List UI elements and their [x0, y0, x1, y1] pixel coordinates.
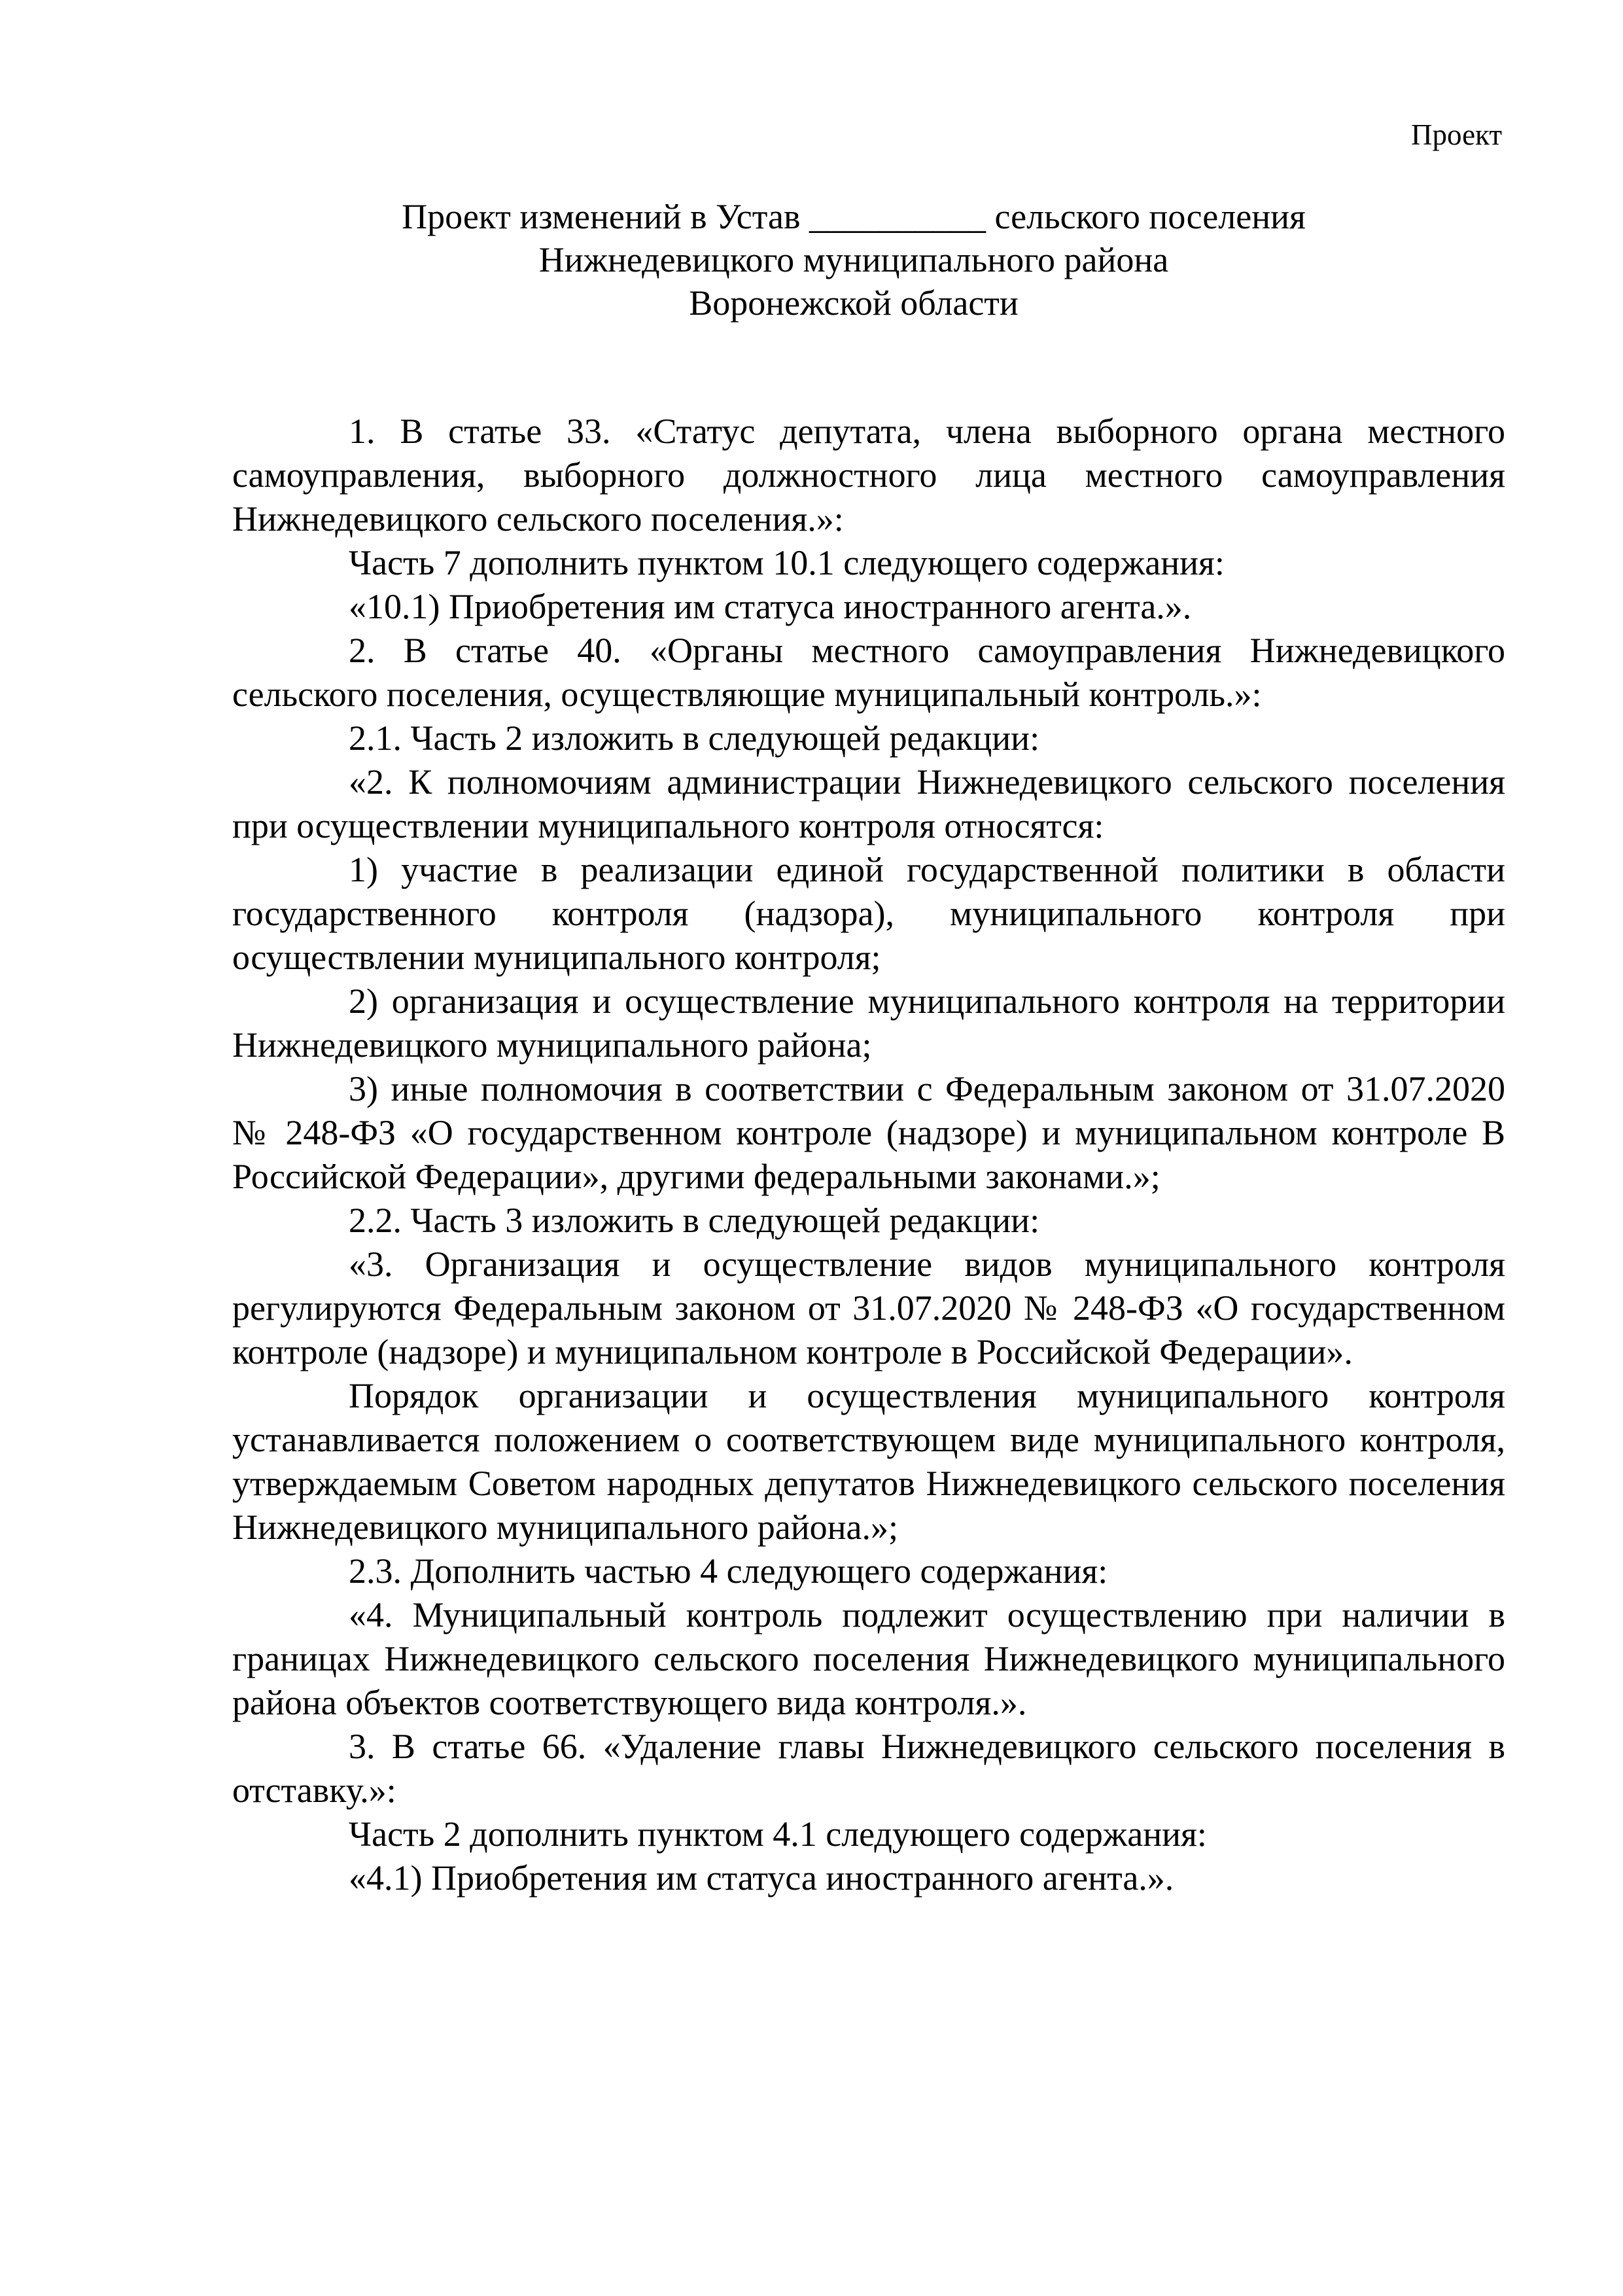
paragraph-item-10-1: «10.1) Приобретения им статуса иностранного агента.». — [349, 587, 1192, 626]
paragraph-item-3: 3) иные полномочия в соответствии с Федеральным законом от 31.07.2020 № 248-ФЗ «О государственном контроле (надзоре) и муниципальном контроле В Российской Федерации», другими федеральными законами.»; — [232, 1069, 1505, 1196]
paragraph-item-2: 2) организация и осуществление муниципального контроля на территории Нижнедевицкого муниципального района; — [232, 981, 1505, 1065]
document-title — [232, 195, 1475, 325]
paragraph-2-3: 2.3. Дополнить частью 4 следующего содержания: — [349, 1551, 1108, 1591]
paragraph-2-1: 2.1. Часть 2 изложить в следующей редакции: — [349, 718, 1040, 758]
paragraph-2-2: 2.2. Часть 3 изложить в следующей редакции: — [349, 1201, 1040, 1240]
paragraph-item-4-1: «4.1) Приобретения им статуса иностранного агента.». — [349, 1858, 1174, 1898]
paragraph-part-7: Часть 7 дополнить пунктом 10.1 следующего содержания: — [349, 543, 1225, 582]
paragraph-article-66: 3. В статье 66. «Удаление главы Нижнедевицкого сельского поселения в отставку.»: — [232, 1727, 1505, 1810]
title-line-1: Проект изменений в Устав __________ сельского поселения — [402, 197, 1306, 236]
paragraph-part-2-text: «2. К полномочиям администрации Нижнедевицкого сельского поселения при осуществлении муниципального контроля относятся: — [232, 762, 1505, 845]
document-body — [232, 410, 1505, 1900]
paragraph-item-1: 1) участие в реализации единой государственной политики в области государственного контроля (надзора), муниципального контроля при осуществлении муниципального контроля; — [232, 850, 1505, 977]
paragraph-part-4-text: «4. Муниципальный контроль подлежит осуществлению при наличии в границах Нижнедевицкого сельского поселения Нижнедевицкого муниципального района объектов соответствующего вида контроля.». — [232, 1595, 1505, 1722]
paragraph-procedure: Порядок организации и осуществления муниципального контроля устанавливается положением о соответствующем виде муниципального контроля, утверждаемым Советом народных депутатов Нижнедевицкого сельского поселения Нижнедевицкого муниципального района.»; — [232, 1376, 1505, 1547]
paragraph-part-3-text: «3. Организация и осуществление видов муниципального контроля регулируются Федеральным законом от 31.07.2020 № 248-ФЗ «О государственном контроле (надзоре) и муниципальном контроле в Российской Федерации». — [232, 1245, 1505, 1371]
title-line-2: Нижнедевицкого муниципального района — [538, 240, 1169, 279]
title-line-3: Воронежской области — [689, 283, 1019, 323]
paragraph-article-33: 1. В статье 33. «Статус депутата, члена выборного органа местного самоуправления, выборного должностного лица местного самоуправления Нижнедевицкого сельского поселения.»: — [232, 412, 1505, 539]
paragraph-article-40: 2. В статье 40. «Органы местного самоуправления Нижнедевицкого сельского поселения, осуществляющие муниципальный контроль.»: — [232, 631, 1505, 714]
paragraph-part-2-item: Часть 2 дополнить пунктом 4.1 следующего содержания: — [349, 1814, 1207, 1854]
draft-stamp: Проект — [1411, 118, 1502, 151]
